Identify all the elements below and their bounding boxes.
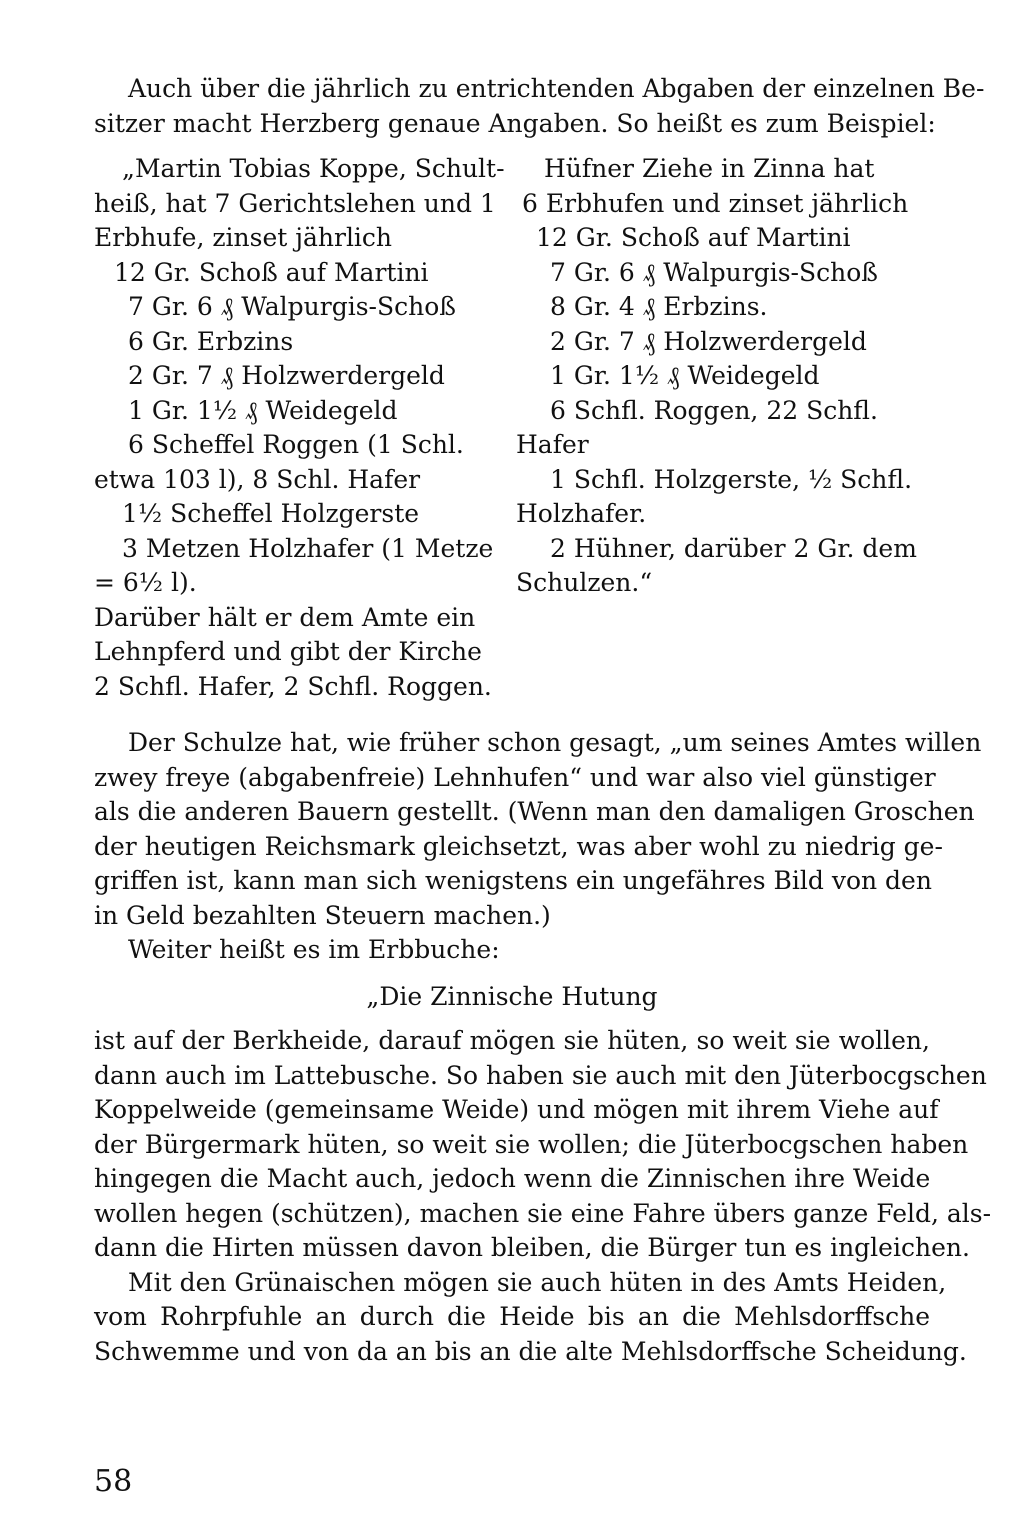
text-line: vom Rohrpfuhle an durch die Heide bis an die Mehlsdorffsche <box>94 1302 930 1331</box>
left-column-line: = 6½ l). <box>94 568 197 597</box>
left-column-line: 7 Gr. 6 ₰ Walpurgis-Schoß <box>128 292 456 321</box>
text-line: Mit den Grünaischen mögen sie auch hüten in des Amts Heiden, <box>128 1267 947 1297</box>
text-line: ist auf der Berkheide, darauf mögen sie hüten, so weit sie wollen, <box>94 1026 930 1055</box>
left-column-line: 2 Gr. 7 ₰ Holzwerdergeld <box>128 361 445 390</box>
right-column-line: Schulzen.“ <box>516 568 653 597</box>
text-line: Schwemme und von da an bis an die alte Mehlsdorffsche Scheidung. <box>94 1336 967 1366</box>
right-column-line: 12 Gr. Schoß auf Martini <box>536 223 851 252</box>
left-column-line: 6 Gr. Erbzins <box>128 326 294 356</box>
left-column-line: heiß, hat 7 Gerichtslehen und 1 <box>94 188 496 218</box>
text-line: dann auch im Lattebusche. So haben sie auch mit den Jüterbocgschen <box>94 1060 987 1090</box>
intro-paragraph <box>94 72 985 141</box>
schulze-paragraph <box>94 726 982 968</box>
text-line: Koppelweide (gemeinsame Weide) und mögen mit ihrem Viehe auf <box>94 1095 939 1124</box>
right-column-line: 1 Gr. 1½ ₰ Weidegeld <box>550 361 820 390</box>
page-number: 58 <box>94 1464 133 1499</box>
left-column-line: 12 Gr. Schoß auf Martini <box>114 257 429 287</box>
left-column-line: „Martin Tobias Koppe, Schult- <box>122 154 505 183</box>
text-line: Weiter heißt es im Erbbuche: <box>128 935 500 964</box>
right-column-line: 1 Schfl. Holzgerste, ½ Schfl. <box>550 464 913 494</box>
text-line: zwey freye (abgabenfreie) Lehnhufen“ und war also viel günstiger <box>94 762 936 792</box>
right-column-line: Hüfner Ziehe in Zinna hat <box>544 154 875 183</box>
text-line: dann die Hirten müssen davon bleiben, die Bürger tun es ingleichen. <box>94 1233 970 1262</box>
right-column-line: Hafer <box>516 430 589 459</box>
left-column-line: Darüber hält er dem Amte ein <box>94 602 476 632</box>
text-line: der Bürgermark hüten, so weit sie wollen; die Jüterbocgschen haben <box>94 1129 969 1159</box>
text-line: Auch über die jährlich zu entrichtenden Abgaben der einzelnen Be- <box>128 74 985 103</box>
right-column-line: 2 Hühner, darüber 2 Gr. dem <box>550 533 917 563</box>
text-line: als die anderen Bauern gestellt. (Wenn man den damaligen Groschen <box>94 797 975 826</box>
right-column-line: 8 Gr. 4 ₰ Erbzins. <box>550 292 768 321</box>
text-line: der heutigen Reichsmark gleichsetzt, was aber wohl zu niedrig ge- <box>94 831 943 861</box>
right-column-line: Holzhafer. <box>516 499 647 528</box>
text-line: sitzer macht Herzberg genaue Angaben. So heißt es zum Beispiel: <box>94 108 936 138</box>
left-column-line: 1 Gr. 1½ ₰ Weidegeld <box>128 395 398 425</box>
left-column-line: etwa 103 l), 8 Schl. Hafer <box>94 464 421 494</box>
right-column-line: 2 Gr. 7 ₰ Holzwerdergeld <box>550 326 867 356</box>
text-line: Der Schulze hat, wie früher schon gesagt, „um seines Amtes willen <box>128 728 982 757</box>
text-line: hingegen die Macht auch, jedoch wenn die Zinnischen ihre Weide <box>94 1164 931 1193</box>
text-line: griffen ist, kann man sich wenigstens ein ungefähres Bild von den <box>94 866 932 895</box>
section-heading: „Die Zinnische Hutung <box>366 982 658 1011</box>
left-column-line: Erbhufe, zinset jährlich <box>94 223 393 252</box>
hutung-paragraph <box>94 1024 992 1369</box>
right-column-line: 7 Gr. 6 ₰ Walpurgis-Schoß <box>550 257 878 287</box>
right-column-line: 6 Erbhufen und zinset jährlich <box>522 188 909 218</box>
text-line: wollen hegen (schützen), machen sie eine Fahre übers ganze Feld, als- <box>94 1198 992 1228</box>
text-line: in Geld bezahlten Steuern machen.) <box>94 900 551 930</box>
left-column-record <box>94 152 505 704</box>
left-column-line: 3 Metzen Holzhafer (1 Metze <box>122 533 494 563</box>
left-column-line: 2 Schfl. Hafer, 2 Schfl. Roggen. <box>94 671 492 701</box>
left-column-line: 1½ Scheffel Holzgerste <box>122 499 420 528</box>
right-column-line: 6 Schfl. Roggen, 22 Schfl. <box>550 395 878 425</box>
left-column-line: Lehnpferd und gibt der Kirche <box>94 637 482 666</box>
left-column-line: 6 Scheffel Roggen (1 Schl. <box>128 430 464 459</box>
right-column-record <box>516 152 930 601</box>
